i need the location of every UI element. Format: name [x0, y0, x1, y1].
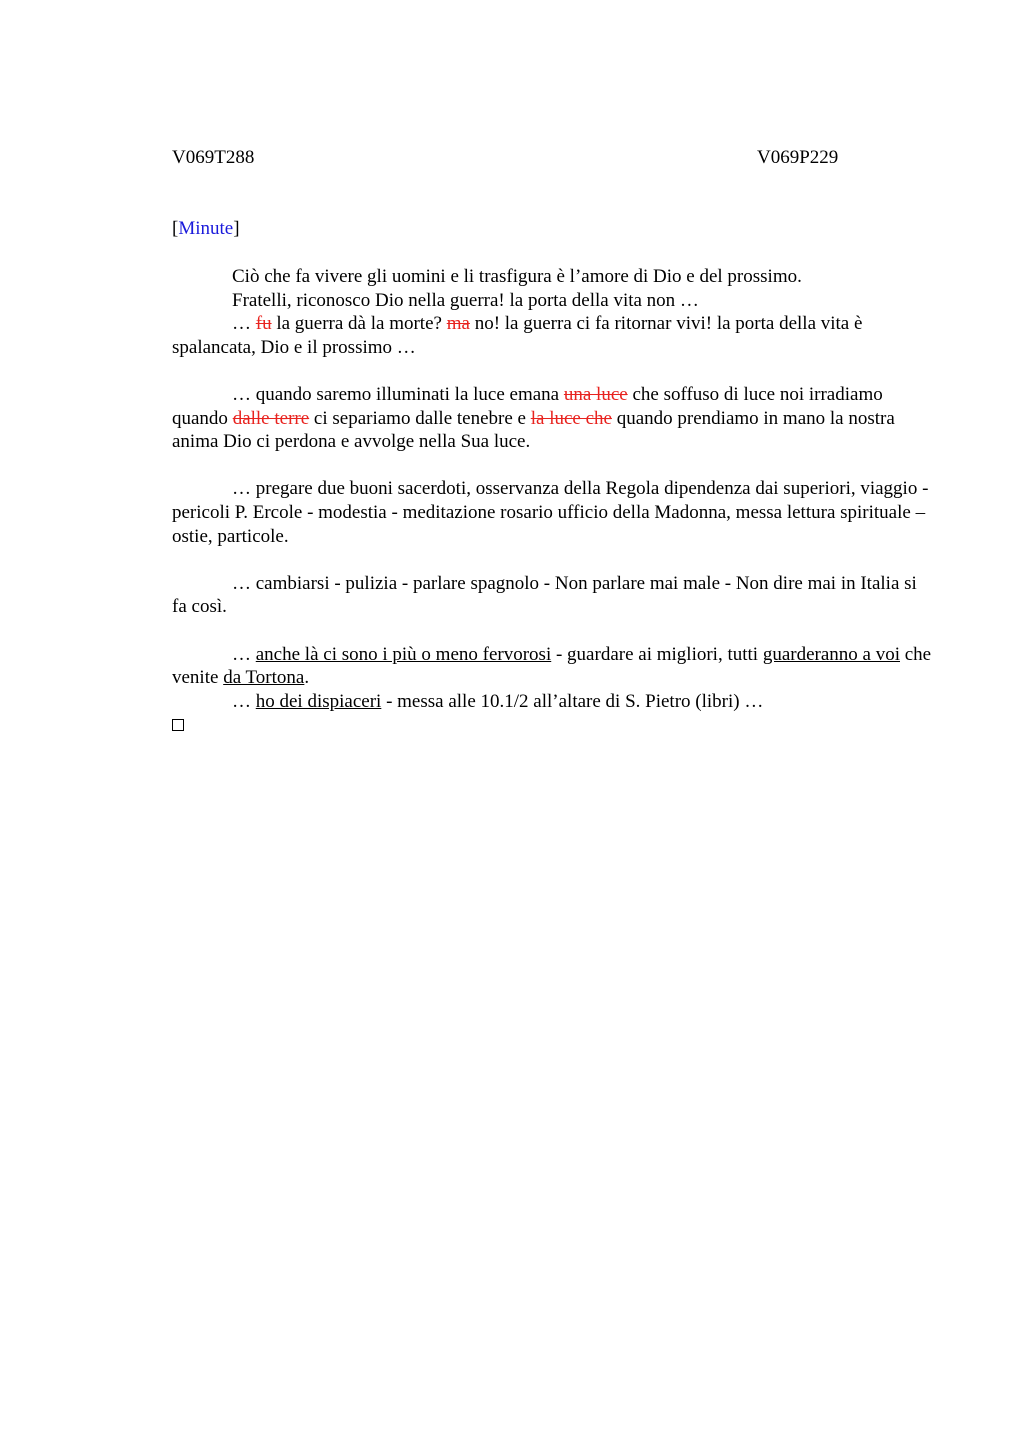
square-icon [172, 719, 184, 731]
paragraph-text: - guardare ai migliori, tutti [551, 643, 763, 665]
paragraph-text: … [232, 643, 256, 665]
paragraph-text: … [232, 313, 256, 335]
section-close-bracket: ] [233, 218, 240, 239]
paragraph-3 [172, 312, 934, 359]
deleted-text: una luce [563, 383, 628, 405]
paragraph-text: che venite [172, 643, 932, 689]
section-label-text: Minute [178, 218, 234, 239]
paragraph-8 [172, 690, 934, 714]
deleted-text: la luce che [530, 407, 612, 429]
document-code-right: V069P229 [757, 147, 839, 168]
paragraph-2 [172, 289, 934, 313]
deleted-text: ma [446, 313, 470, 335]
underlined-text: ho dei dispiaceri [255, 690, 382, 712]
end-marker [172, 713, 934, 738]
paragraph-text: … quando saremo illuminati la luce emana [232, 383, 564, 405]
paragraph-4 [172, 383, 934, 454]
paragraph-text: … [232, 690, 256, 712]
paragraph-text: … pregare due buoni sacerdoti, osservanza della Regola dipendenza dai superiori, viaggio - pericoli P. Ercole - modestia - meditazione rosario ufficio della Madonna, messa lettura spirituale – ostie, particole. [172, 478, 929, 547]
paragraph-6 [172, 572, 934, 619]
paragraph-text: … cambiarsi - pulizia - parlare spagnolo - Non parlare mai male - Non dire mai in Italia si fa così. [172, 572, 917, 618]
paragraph-5 [172, 477, 934, 548]
paragraph-text: quando prendiamo in mano la nostra anima Dio ci perdona e avvolge nella Sua luce. [172, 407, 895, 453]
paragraph-7 [172, 643, 934, 690]
paragraph-text: Ciò che fa vivere gli uomini e li trasfigura è l’amore di Dio e del prossimo. [232, 266, 802, 287]
paragraph-text: no! la guerra ci fa ritornar vivi! la porta della vita è spalancata, Dio e il prossimo … [172, 313, 863, 358]
section-label [172, 217, 240, 241]
underlined-text: da Tortona [223, 667, 305, 689]
paragraph-text: la guerra dà la morte? [271, 313, 447, 335]
paragraph-text: - messa alle 10.1/2 all’altare di S. Pietro (libri) … [381, 690, 764, 712]
deleted-text: dalle terre [232, 407, 310, 429]
underlined-text: guarderanno a voi [762, 643, 900, 665]
document-code-left: V069T288 [172, 147, 255, 168]
paragraph-text: che soffuso di luce noi irradiamo quando [172, 383, 883, 429]
deleted-text: fu [255, 313, 272, 335]
paragraph-1 [172, 265, 934, 289]
paragraph-text: Fratelli, riconosco Dio nella guerra! la porta della vita non … [232, 289, 699, 311]
section-open-bracket: [ [172, 218, 179, 239]
underlined-text: anche là ci sono i più o meno fervorosi [255, 643, 552, 665]
paragraph-text: . [304, 667, 310, 689]
paragraph-text: ci separiamo dalle tenebre e [309, 407, 531, 429]
document-body [172, 265, 934, 738]
